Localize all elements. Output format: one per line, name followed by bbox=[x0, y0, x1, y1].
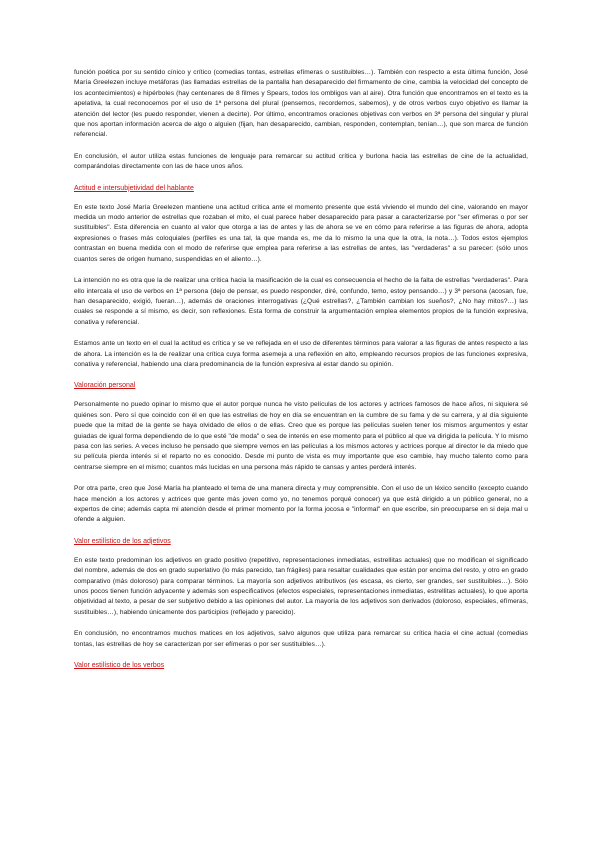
paragraph-actitud-3: Estamos ante un texto en el cual la actitud es crítica y se ve reflejada en el uso de diferentes términos para valorar a las figuras de antes respecto a las de ahora. La intención es la de realizar una crítica cuya forma asemeja a una reflexión en alto, empleando recursos propios de las funciones expresiva, conativa y referencial, habiendo una clara predominancia de la función expresiva al estar dando su opinión. bbox=[74, 340, 528, 368]
heading-verbos: Valor estilístico de los verbos bbox=[74, 662, 165, 670]
paragraph-adjetivos-2: En conclusión, no encontramos muchos matices en los adjetivos, salvo algunos que utiliza para remarcar su crítica hacia el cine actual (comedias tontas, las estrellas de hoy se caracterizan por ser efímeras o por ser sustituibles…). bbox=[74, 630, 528, 648]
heading-actitud: Actitud e intersubjetividad del hablante bbox=[74, 184, 194, 192]
paragraph-adjetivos-1: En este texto predominan los adjetivos en grado positivo (repetitivo, representaciones inmediatas, estrellitas actuales) que no modifican el significado del nombre, además de dos en grado superlativo (lo más parecido, tan frágiles) para resaltar cualidades que están por encima del resto, y otro en grado comparativo (más doloroso) para comparar términos. La mayoría son adjetivos atributivos (es escasa, es cierto, ser grandes, ser sustituibles…). Sólo unos pocos tienen función adyacente y además son especificativos (efectos especiales, representaciones inmediatas, estrellitas actuales), lo que aporta objetividad al texto, a pesar de ser subjetivo debido a las opiniones del autor. La mayoría de los adjetivos son derivados (doloroso, especiales, efímeras, sustituibles…), habiendo únicamente dos participios (reflejado y parecido). bbox=[74, 556, 528, 616]
paragraph-intro: función poética por su sentido cínico y crítico (comedias tontas, estrellas efímeras o sustituibles…). También con respecto a esta última función, José María Greelezen incluye metáforas (las llamadas estrellas de la pantalla han desaparecido del firmamento de cine, cambia la velocidad del concepto de los acontecimientos) e hipérboles (hay centenares de 8 filmes y Spears, todos los ombligos van al aire). Otra función que encontramos en el texto es la apelativa, la cual reconocemos por el uso de 1ª persona del plural (pensemos, recordemos, sabemos), y de otros verbos cuyo objetivo es llamar la atención del lector (les puedo responder, vienen a decirte). Por último, encontramos oraciones objetivas con verbos en 3ª persona del singular y plural que nos aportan información acerca de algo o alguien (fijan, han desaparecido, cambian, responden, contemplan, tenían…), que son marca de función referencial. bbox=[74, 69, 528, 139]
paragraph-actitud-2: La intención no es otra que la de realizar una crítica hacia la masificación de la cual es consecuencia el hecho de la falta de estrellas "verdaderas". Para ello intercala el uso de verbos en 1ª persona (dejo de pensar, es puedo responder, diré, confundo, temo, estoy pensando…) y 3ª persona (acosan, fue, han desaparecido, exigió, fueran…), además de oraciones interrogativas (¿Qué estrellas?, ¿También cambian los sueños?, ¿No hay mitos?…) las cuales se responde a sí mismo, es decir, son reflexiones. Esta forma de construir la argumentación emplea elementos propios de la función expresiva, conativa y referencial. bbox=[74, 277, 528, 326]
heading-adjetivos: Valor estilístico de los adjetivos bbox=[74, 537, 171, 545]
paragraph-valoracion-2: Por otra parte, creo que José María ha planteado el tema de una manera directa y muy comprensible. Con el uso de un léxico sencillo (excepto cuando hace mención a los actores y actrices que gente más joven como yo, no tenemos porqué conocer) ya que está dirigido a un público general, no a expertos de cine; además capta mi atención desde el primer momento por la forma jocosa e "informal" en que escribe, sin preocuparse en si deja mal u ofende a alguien. bbox=[74, 485, 528, 524]
heading-valoracion: Valoración personal bbox=[74, 382, 136, 390]
paragraph-valoracion-1: Personalmente no puedo opinar lo mismo que el autor porque nunca he visto películas de los actores y actrices famosos de hace años, ni siquiera sé quiénes son. Pero sí que coincido con él en que las estrellas de hoy en día se encuentran en la cumbre de su fama y de su carrera, y al día siguiente puede que la mitad de la gente se haya olvidado de ellos o de ellas. Creo que es porque las películas suelen tener los mismos argumentos y estar guiadas de igual forma dependiendo de lo que esté "de moda" o sea de interés en ese momento para el público al que va dirigida la película. Y lo mismo pasa con las series. A veces incluso he pensado que siempre vemos en las películas a los mismos actores y actrices porque al director le da miedo que su película pierda interés si el reparto no es conocido. Desde mi punto de vista es muy importante que eso cambie, hay mucho talento como para centrarse siempre en el mismo; cuantos más lucidas en una persona más rápido te cansas y antes perderá interés. bbox=[74, 401, 528, 471]
paragraph-conclusion-functions: En conclusión, el autor utiliza estas funciones de lenguaje para remarcar su actitud crítica y burlona hacia las estrellas de cine de la actualidad, comparándolas directamente con las de hace unos años. bbox=[74, 152, 528, 171]
document-page bbox=[74, 68, 528, 680]
paragraph-actitud-1: En este texto José María Greelezen mantiene una actitud crítica ante el momento presente que está viviendo el mundo del cine, valorando en mayor medida un modo anterior de estrellas que rozaban el mito, el cual parece haber desaparecido para pasar a caracterizarse por "ser efímeras o por ser sustituibles". Esta diferencia en cuanto al valor que otorga a las de antes y las de ahora se ve en cómo para referirse a las figuras de ahora, adopta expresiones o frases más coloquiales (perfiles es una tal, la que manda es, me da lo mismo la una que la otra, la nota…). Todos estos ejemplos contrastan en buena medida con el modo de referirse que emplea para referirse a las estrellas de antes, las "verdaderas" a su parecer: (sólo unos cuantos seres de origen humano, suspendidas en el aliento…). bbox=[74, 203, 528, 263]
